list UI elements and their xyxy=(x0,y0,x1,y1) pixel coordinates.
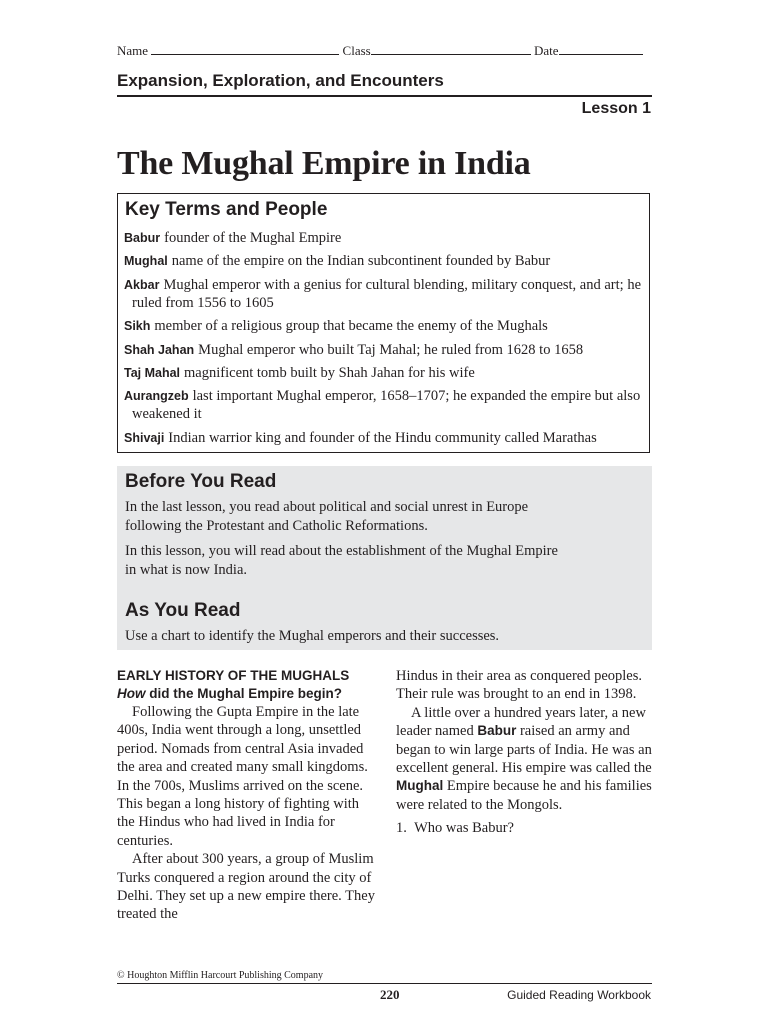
main-column-right xyxy=(396,667,658,838)
key-terms-heading: Key Terms and People xyxy=(125,199,328,220)
copyright-notice: © Houghton Mifflin Harcourt Publishing Company xyxy=(117,970,324,981)
key-term-item xyxy=(124,387,648,423)
key-term-item xyxy=(124,317,648,335)
key-term-definition: member of a religious group that became the enemy of the Mughals xyxy=(154,318,548,335)
key-term: Akbar xyxy=(124,277,160,292)
unit-title: Expansion, Exploration, and Encounters xyxy=(117,71,444,90)
body-paragraph-2: After about 300 years, a group of Muslim Turks conquered a region around the city of Delhi. They set up a new empire there. They treated the xyxy=(117,851,375,923)
key-term-item xyxy=(124,276,648,312)
page-title: The Mughal Empire in India xyxy=(117,145,531,182)
term-mughal: Mughal xyxy=(396,778,444,794)
review-question-1: 1. Who was Babur? xyxy=(396,820,514,837)
key-term: Sikh xyxy=(124,319,151,334)
key-term-item xyxy=(124,252,648,270)
key-term-definition: last important Mughal emperor, 1658–1707; he expanded the empire but also weakened it xyxy=(132,388,641,423)
lesson-label: Lesson 1 xyxy=(581,100,651,117)
key-term-definition: Indian warrior king and founder of the Hindu community called Marathas xyxy=(168,429,597,446)
question-emphasis: How xyxy=(117,686,146,701)
name-label: Name xyxy=(117,43,149,58)
key-term: Mughal xyxy=(124,254,168,269)
class-blank[interactable] xyxy=(371,43,531,55)
date-blank[interactable] xyxy=(559,43,643,55)
page-number: 220 xyxy=(380,987,400,1002)
paragraph-text: raised an army and began to win large parts of India. He was an excellent general. His empire was called the xyxy=(396,723,652,777)
key-term-definition: founder of the Mughal Empire xyxy=(164,230,342,246)
body-paragraph-3: Hindus in their area as conquered peoples. Their rule was brought to an end in 1398. xyxy=(396,668,643,703)
paragraph-text: A little over a hundred years later, a new leader named xyxy=(396,704,646,740)
before-you-read-para-2: In this lesson, you will read about the establishment of the Mughal Empire in what is now India. xyxy=(125,543,558,578)
question-text: did the Mughal Empire begin? xyxy=(145,686,343,701)
key-term: Shah Jahan xyxy=(124,342,195,357)
reading-guide-panel xyxy=(117,466,652,650)
key-term-item xyxy=(124,341,648,359)
key-term-definition: Mughal emperor with a genius for cultural blending, military conquest, and art; he ruled from 1556 to 1605 xyxy=(132,276,642,311)
before-you-read-heading: Before You Read xyxy=(125,471,277,492)
header-rule xyxy=(117,95,652,97)
student-info-line xyxy=(117,43,657,59)
key-term-item xyxy=(124,229,648,247)
key-term: Babur xyxy=(124,231,161,245)
key-term-definition: name of the empire on the Indian subcontinent founded by Babur xyxy=(171,253,551,270)
as-you-read-heading: As You Read xyxy=(125,600,241,621)
key-term: Taj Mahal xyxy=(124,365,181,380)
key-terms-list xyxy=(124,229,648,452)
main-column-left xyxy=(117,667,379,924)
key-term-definition: Mughal emperor who built Taj Mahal; he ruled from 1628 to 1658 xyxy=(198,341,584,358)
key-term-definition: magnificent tomb built by Shah Jahan for his wife xyxy=(184,364,475,381)
term-babur: Babur xyxy=(477,723,517,739)
body-paragraph-1: Following the Gupta Empire in the late 400s, India went through a long, unsettled period. Nomads from central Asia invaded the area and created many small kingdoms. In the 700s, Muslims arrived on the scene. This began a long history of fighting with the Hindus who had lived in India for centuries. xyxy=(117,704,368,849)
as-you-read-text: Use a chart to identify the Mughal emperors and their successes. xyxy=(125,628,500,644)
footer-rule xyxy=(117,983,652,984)
body-paragraph-4 xyxy=(396,704,658,814)
workbook-title: Guided Reading Workbook xyxy=(507,988,651,1002)
key-term-item xyxy=(124,364,648,382)
name-blank[interactable] xyxy=(151,43,339,55)
key-term: Aurangzeb xyxy=(124,389,189,404)
section-heading: EARLY HISTORY OF THE MUGHALS xyxy=(117,668,350,683)
date-label: Date xyxy=(533,43,559,58)
paragraph-text: Empire because he and his families were related to the Mongols. xyxy=(396,778,652,813)
key-term: Shivaji xyxy=(124,430,165,445)
key-term-item xyxy=(124,429,648,447)
class-label: Class xyxy=(342,43,371,58)
section-question xyxy=(117,685,379,703)
before-you-read-para-1: In the last lesson, you read about political and social unrest in Europe following the Protestant and Catholic Reformations. xyxy=(125,499,529,534)
